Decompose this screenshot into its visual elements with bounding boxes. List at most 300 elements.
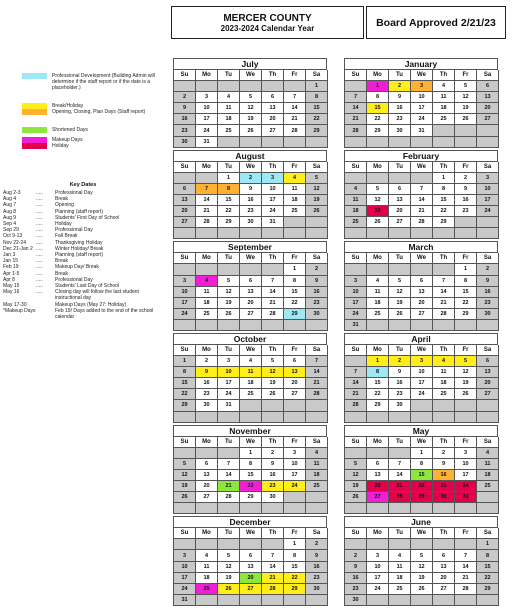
day-cell — [240, 137, 262, 148]
day-cell: 12 — [262, 367, 284, 378]
day-cell: 26 — [455, 389, 477, 400]
day-cell: 20 — [262, 114, 284, 125]
day-cell: 2 — [196, 356, 218, 367]
day-cell: 29 — [455, 309, 477, 320]
day-cell: 13 — [367, 470, 389, 481]
legend-item — [22, 127, 172, 133]
weekday-header: Mo — [367, 437, 389, 448]
day-cell: 28 — [345, 400, 367, 411]
day-cell: 30 — [389, 400, 411, 411]
weekday-header: Tu — [218, 345, 240, 356]
day-cell: 29 — [218, 217, 240, 228]
day-cell: 29 — [433, 217, 455, 228]
weekday-header: Tu — [218, 528, 240, 539]
day-cell: 7 — [345, 367, 367, 378]
day-cell — [196, 503, 218, 514]
day-cell: 26 — [345, 492, 367, 503]
day-cell — [262, 412, 284, 423]
day-cell — [411, 137, 433, 148]
day-cell: 20 — [477, 103, 499, 114]
day-cell: 31 — [411, 125, 433, 136]
weekday-header: Th — [433, 162, 455, 173]
day-cell: 11 — [433, 92, 455, 103]
day-cell: 1 — [306, 81, 328, 92]
day-cell: 24 — [455, 481, 477, 492]
day-cell: 13 — [262, 103, 284, 114]
day-cell: 12 — [455, 367, 477, 378]
day-cell: 9 — [306, 276, 328, 287]
day-cell — [306, 228, 328, 239]
day-cell: 23 — [345, 584, 367, 595]
key-date-event: Break — [55, 270, 69, 277]
day-cell — [433, 400, 455, 411]
month-september — [173, 241, 327, 331]
day-cell: 19 — [218, 573, 240, 584]
day-cell: 25 — [196, 309, 218, 320]
day-cell — [240, 400, 262, 411]
key-date-event: Break — [55, 196, 69, 203]
legend-item — [22, 143, 172, 149]
weekday-header: Fr — [284, 528, 306, 539]
county-title: MERCER COUNTY — [223, 12, 312, 24]
weekday-header: Tu — [218, 162, 240, 173]
day-cell — [174, 320, 196, 331]
weekday-header: Sa — [477, 162, 499, 173]
key-date-date: *Makeup Days — [3, 307, 36, 314]
weekday-header: Mo — [196, 437, 218, 448]
day-cell: 19 — [174, 481, 196, 492]
day-cell: 23 — [455, 206, 477, 217]
key-date-leader: ..... — [36, 283, 43, 290]
day-cell: 28 — [306, 389, 328, 400]
day-cell: 5 — [262, 356, 284, 367]
day-cell — [345, 448, 367, 459]
key-date-date: May 16 — [3, 289, 20, 296]
day-cell — [218, 448, 240, 459]
key-date-leader: ..... — [36, 196, 43, 203]
day-cell — [174, 539, 196, 550]
key-date-event: Winter Holiday/ Break — [55, 245, 104, 252]
day-cell: 10 — [262, 184, 284, 195]
day-cell — [367, 448, 389, 459]
day-cell: 24 — [284, 481, 306, 492]
weekday-header: We — [411, 528, 433, 539]
day-cell: 24 — [411, 114, 433, 125]
key-date-date: Sep 29 — [3, 227, 19, 234]
day-cell — [433, 137, 455, 148]
day-cell: 27 — [240, 584, 262, 595]
day-cell: 7 — [262, 276, 284, 287]
day-cell: 10 — [196, 103, 218, 114]
day-cell: 13 — [240, 287, 262, 298]
day-cell: 28 — [284, 125, 306, 136]
weekday-header: Sa — [477, 528, 499, 539]
weekday-header: Su — [174, 437, 196, 448]
day-cell — [433, 320, 455, 331]
day-cell: 5 — [345, 459, 367, 470]
weekday-header: We — [240, 528, 262, 539]
day-cell: 27 — [477, 389, 499, 400]
weekday-header: Mo — [196, 528, 218, 539]
day-cell — [174, 412, 196, 423]
day-cell: 10 — [218, 367, 240, 378]
day-cell: 12 — [389, 287, 411, 298]
weekday-header: Tu — [389, 70, 411, 81]
day-cell: 27 — [389, 217, 411, 228]
day-cell: 14 — [284, 103, 306, 114]
day-cell: 5 — [240, 92, 262, 103]
day-cell — [262, 81, 284, 92]
board-approved-box — [366, 6, 506, 39]
key-date-date: Nov 22-24 — [3, 239, 27, 246]
day-cell: 11 — [389, 562, 411, 573]
weekday-header: Th — [433, 70, 455, 81]
weekday-header: Fr — [284, 345, 306, 356]
weekday-header: Mo — [367, 70, 389, 81]
day-cell — [240, 412, 262, 423]
day-cell: 23 — [389, 389, 411, 400]
day-cell: 4 — [284, 173, 306, 184]
day-cell — [196, 81, 218, 92]
weekday-header: Tu — [218, 253, 240, 264]
day-cell: 3 — [174, 550, 196, 561]
day-cell — [367, 503, 389, 514]
day-cell: 24 — [196, 125, 218, 136]
day-cell: 30 — [262, 492, 284, 503]
day-cell — [284, 217, 306, 228]
day-cell: 11 — [306, 459, 328, 470]
day-cell: 5 — [174, 459, 196, 470]
day-cell: 12 — [218, 562, 240, 573]
day-cell: 15 — [455, 287, 477, 298]
day-cell: 4 — [433, 356, 455, 367]
day-cell: 10 — [174, 562, 196, 573]
day-cell: 20 — [240, 573, 262, 584]
day-cell: 19 — [455, 378, 477, 389]
month-grid — [344, 527, 498, 606]
weekday-header: Mo — [367, 528, 389, 539]
key-date-event: Closing day will follow the last student instructional day — [55, 289, 139, 302]
day-cell: 4 — [477, 448, 499, 459]
weekday-header: Su — [345, 345, 367, 356]
day-cell: 4 — [196, 276, 218, 287]
weekday-header: Fr — [284, 437, 306, 448]
day-cell: 8 — [367, 367, 389, 378]
day-cell: 20 — [411, 298, 433, 309]
day-cell: 31 — [262, 217, 284, 228]
day-cell: 22 — [411, 481, 433, 492]
day-cell: 8 — [477, 550, 499, 561]
day-cell: 19 — [218, 298, 240, 309]
day-cell: 29 — [284, 584, 306, 595]
day-cell: 1 — [367, 356, 389, 367]
month-grid — [344, 252, 498, 331]
day-cell: 19 — [306, 195, 328, 206]
day-cell: 4 — [218, 92, 240, 103]
weekday-header: Fr — [284, 70, 306, 81]
day-cell: 29 — [174, 400, 196, 411]
legend-label: Shortened Days — [52, 127, 88, 133]
day-cell — [218, 539, 240, 550]
day-cell: 14 — [262, 287, 284, 298]
day-cell: 5 — [306, 173, 328, 184]
month-march — [344, 241, 498, 331]
day-cell: 25 — [284, 206, 306, 217]
day-cell: 25 — [477, 481, 499, 492]
month-grid — [344, 69, 498, 148]
weekday-header: Sa — [477, 253, 499, 264]
day-cell — [367, 137, 389, 148]
day-cell: 17 — [411, 378, 433, 389]
day-cell: 11 — [477, 459, 499, 470]
day-cell: 19 — [367, 206, 389, 217]
day-cell: 3 — [367, 550, 389, 561]
weekday-header: Fr — [455, 528, 477, 539]
day-cell: 27 — [367, 492, 389, 503]
day-cell — [262, 503, 284, 514]
day-cell: 21 — [262, 298, 284, 309]
day-cell: 25 — [433, 389, 455, 400]
day-cell: 13 — [477, 367, 499, 378]
weekday-header: Sa — [477, 437, 499, 448]
day-cell: 16 — [477, 287, 499, 298]
day-cell: 31 — [455, 492, 477, 503]
weekday-header: We — [411, 437, 433, 448]
day-cell: 21 — [284, 114, 306, 125]
day-cell — [218, 595, 240, 606]
day-cell — [240, 264, 262, 275]
day-cell: 28 — [262, 584, 284, 595]
day-cell: 29 — [411, 492, 433, 503]
day-cell: 21 — [306, 378, 328, 389]
day-cell: 6 — [477, 356, 499, 367]
day-cell — [284, 81, 306, 92]
day-cell: 17 — [196, 114, 218, 125]
day-cell: 6 — [240, 276, 262, 287]
key-date-event: Students' Last Day of School — [55, 283, 120, 290]
day-cell: 16 — [389, 103, 411, 114]
weekday-header: Su — [174, 70, 196, 81]
day-cell: 13 — [284, 367, 306, 378]
day-cell: 11 — [196, 287, 218, 298]
day-cell: 6 — [367, 459, 389, 470]
day-cell — [174, 264, 196, 275]
day-cell: 31 — [174, 595, 196, 606]
day-cell: 7 — [284, 92, 306, 103]
month-december — [173, 516, 327, 606]
day-cell: 18 — [389, 573, 411, 584]
day-cell: 10 — [345, 287, 367, 298]
weekday-header: Mo — [196, 70, 218, 81]
day-cell: 6 — [389, 184, 411, 195]
day-cell: 15 — [433, 195, 455, 206]
day-cell: 25 — [240, 389, 262, 400]
day-cell: 28 — [411, 217, 433, 228]
day-cell: 25 — [306, 481, 328, 492]
weekday-header: Tu — [389, 162, 411, 173]
day-cell: 17 — [262, 195, 284, 206]
day-cell — [284, 228, 306, 239]
day-cell: 30 — [174, 137, 196, 148]
day-cell: 20 — [240, 298, 262, 309]
weekday-header: Fr — [455, 253, 477, 264]
day-cell: 14 — [345, 103, 367, 114]
day-cell: 9 — [306, 550, 328, 561]
day-cell: 18 — [196, 298, 218, 309]
day-cell: 14 — [411, 195, 433, 206]
day-cell: 22 — [284, 573, 306, 584]
day-cell: 5 — [389, 276, 411, 287]
day-cell: 3 — [411, 356, 433, 367]
day-cell: 24 — [174, 584, 196, 595]
day-cell — [411, 412, 433, 423]
day-cell: 1 — [284, 539, 306, 550]
key-date-event: Feb 19/ Days added to the end of the school calendar — [55, 307, 154, 321]
day-cell — [455, 539, 477, 550]
day-cell: 29 — [367, 400, 389, 411]
key-date-leader: ..... — [36, 252, 43, 259]
day-cell: 2 — [433, 448, 455, 459]
day-cell: 19 — [389, 298, 411, 309]
day-cell: 9 — [196, 367, 218, 378]
day-cell — [411, 539, 433, 550]
day-cell: 22 — [455, 298, 477, 309]
day-cell — [240, 228, 262, 239]
day-cell: 1 — [174, 356, 196, 367]
weekday-header: Tu — [218, 437, 240, 448]
day-cell — [389, 264, 411, 275]
day-cell: 29 — [284, 309, 306, 320]
weekday-header: Th — [433, 253, 455, 264]
day-cell: 27 — [196, 492, 218, 503]
day-cell: 27 — [174, 217, 196, 228]
day-cell: 25 — [345, 217, 367, 228]
day-cell: 4 — [240, 356, 262, 367]
month-grid — [173, 344, 327, 423]
day-cell — [306, 595, 328, 606]
key-date-date: Aug 9 — [3, 214, 17, 221]
day-cell: 19 — [411, 573, 433, 584]
day-cell: 16 — [240, 195, 262, 206]
day-cell: 17 — [455, 470, 477, 481]
weekday-header: Th — [262, 162, 284, 173]
calendar-subtitle: 2023-2024 Calendar Year — [220, 23, 315, 33]
day-cell: 24 — [345, 309, 367, 320]
month-november — [173, 425, 327, 515]
day-cell: 7 — [262, 550, 284, 561]
day-cell — [389, 503, 411, 514]
day-cell — [389, 228, 411, 239]
day-cell — [433, 595, 455, 606]
key-date-leader: ..... — [36, 214, 43, 221]
day-cell: 17 — [174, 298, 196, 309]
weekday-header: Tu — [218, 70, 240, 81]
key-date-event: Professional Day — [55, 276, 93, 283]
weekday-header: Mo — [367, 162, 389, 173]
legend-label: Makeup Days — [52, 137, 83, 143]
day-cell: 21 — [262, 573, 284, 584]
weekday-header: Th — [262, 437, 284, 448]
day-cell: 10 — [455, 459, 477, 470]
day-cell: 18 — [477, 470, 499, 481]
key-date-leader: ..... — [36, 289, 43, 296]
day-cell: 6 — [240, 550, 262, 561]
day-cell — [218, 503, 240, 514]
day-cell: 23 — [262, 481, 284, 492]
day-cell — [477, 137, 499, 148]
day-cell: 8 — [240, 459, 262, 470]
day-cell: 30 — [433, 492, 455, 503]
day-cell — [411, 228, 433, 239]
day-cell — [345, 228, 367, 239]
day-cell — [389, 539, 411, 550]
day-cell: 25 — [367, 309, 389, 320]
day-cell: 9 — [455, 184, 477, 195]
month-title: September — [173, 241, 327, 252]
day-cell: 1 — [240, 448, 262, 459]
key-date-leader: ..... — [36, 227, 43, 234]
day-cell: 7 — [196, 184, 218, 195]
day-cell: 24 — [367, 584, 389, 595]
day-cell — [433, 228, 455, 239]
day-cell — [306, 400, 328, 411]
month-title: April — [344, 333, 498, 344]
day-cell: 19 — [262, 378, 284, 389]
weekday-header: We — [240, 70, 262, 81]
day-cell: 30 — [196, 400, 218, 411]
day-cell: 9 — [262, 459, 284, 470]
weekday-header: Fr — [455, 70, 477, 81]
day-cell — [306, 137, 328, 148]
day-cell: 11 — [196, 562, 218, 573]
day-cell — [345, 264, 367, 275]
day-cell: 1 — [433, 173, 455, 184]
day-cell: 14 — [433, 287, 455, 298]
weekday-header: Su — [174, 253, 196, 264]
day-cell — [262, 595, 284, 606]
day-cell — [262, 264, 284, 275]
day-cell — [455, 320, 477, 331]
day-cell: 15 — [284, 287, 306, 298]
day-cell: 21 — [411, 206, 433, 217]
day-cell: 3 — [218, 356, 240, 367]
day-cell — [284, 503, 306, 514]
day-cell: 14 — [196, 195, 218, 206]
month-title: November — [173, 425, 327, 436]
key-date-date: Dec 21-Jan 2 — [3, 245, 33, 252]
day-cell — [174, 173, 196, 184]
key-date-event: Opening — [55, 202, 74, 209]
day-cell — [240, 503, 262, 514]
legend-item — [22, 73, 172, 91]
day-cell: 14 — [218, 470, 240, 481]
weekday-header: Mo — [196, 162, 218, 173]
day-cell — [196, 539, 218, 550]
day-cell: 14 — [389, 470, 411, 481]
key-date-event: Professional Day — [55, 190, 93, 196]
day-cell: 24 — [218, 389, 240, 400]
board-approved-text: Board Approved 2/21/23 — [376, 16, 496, 29]
day-cell: 7 — [218, 459, 240, 470]
day-cell: 20 — [284, 378, 306, 389]
day-cell: 19 — [240, 114, 262, 125]
day-cell: 4 — [433, 81, 455, 92]
day-cell — [174, 503, 196, 514]
month-grid — [344, 161, 498, 240]
key-date-event: Makeup Days (May 27: Holiday) — [55, 301, 127, 308]
day-cell: 17 — [174, 573, 196, 584]
day-cell: 15 — [306, 103, 328, 114]
